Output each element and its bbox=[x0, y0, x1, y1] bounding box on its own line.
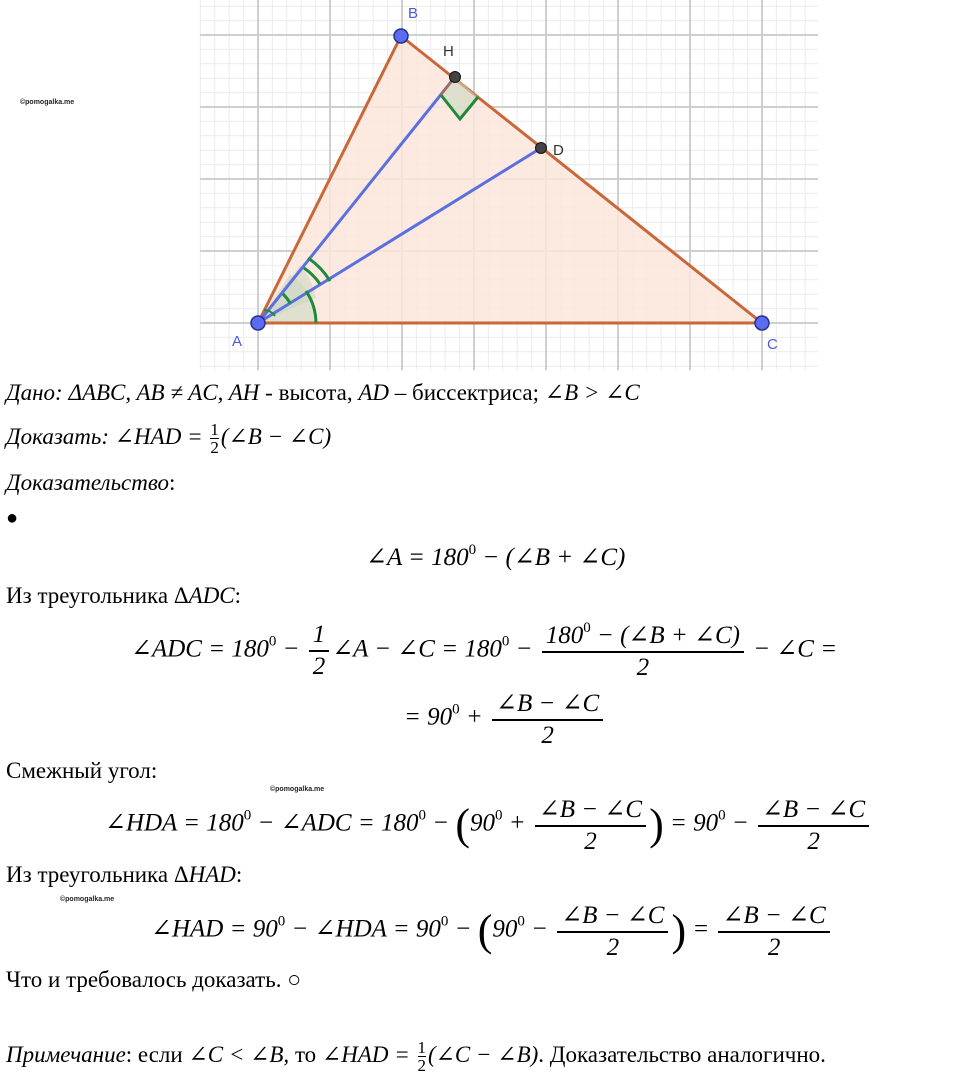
fraction-numerator: ∠B − ∠C bbox=[492, 688, 603, 721]
fraction-denominator: 2 bbox=[636, 654, 650, 681]
prove-fraction bbox=[210, 421, 219, 456]
fraction-denominator: 2 bbox=[210, 438, 219, 457]
qed-text: Что и требовалось доказать. ○ bbox=[6, 967, 302, 992]
given-text-2: – биссектриса; bbox=[389, 380, 545, 405]
point-a bbox=[251, 316, 265, 330]
label-c: C bbox=[767, 336, 778, 353]
watermark: ©pomogalka.me bbox=[20, 99, 75, 106]
given-expr: : ΔABC, AB ≠ AC, AH bbox=[55, 380, 260, 405]
eq2-sup1: 0 bbox=[268, 633, 277, 650]
equation-adc-result bbox=[404, 688, 606, 750]
left-paren: ( bbox=[455, 800, 470, 849]
colon: : bbox=[234, 583, 242, 608]
prove-line bbox=[6, 421, 331, 456]
fraction-numerator: ∠B − ∠C bbox=[758, 794, 869, 827]
note-lhs: ∠HAD = bbox=[321, 1041, 410, 1067]
eq4-fraction-1 bbox=[535, 794, 646, 856]
eq4-c: − bbox=[425, 809, 450, 837]
fraction-numerator: ∠B − ∠C bbox=[535, 794, 646, 827]
label-a: A bbox=[232, 333, 243, 350]
fraction-numerator: 1 bbox=[210, 420, 219, 439]
eq5-fraction-2 bbox=[718, 900, 829, 962]
eq2-num-sup: 0 bbox=[583, 620, 591, 636]
eq2-num-b: − (∠B + ∠C) bbox=[590, 622, 740, 649]
eq3-b: + bbox=[459, 703, 483, 731]
prove-lhs: : ∠HAD = bbox=[101, 423, 203, 449]
eq4-e: + bbox=[502, 809, 526, 837]
eq2-big-fraction bbox=[542, 620, 744, 682]
eq5-sup2: 0 bbox=[440, 913, 449, 930]
fraction-numerator bbox=[542, 620, 744, 653]
proof-heading bbox=[6, 470, 175, 496]
eq5-b: − ∠HDA = 90 bbox=[285, 915, 441, 943]
from-triangle-adc bbox=[6, 583, 241, 609]
fraction-numerator: 1 bbox=[417, 1038, 426, 1057]
note-text-2: то bbox=[289, 1041, 322, 1067]
eq3-a: = 90 bbox=[404, 703, 453, 731]
prove-rhs: (∠B − ∠C) bbox=[220, 423, 332, 449]
right-paren: ) bbox=[671, 906, 687, 955]
equation-angle-hda bbox=[105, 794, 872, 856]
fraction-denominator: 2 bbox=[541, 722, 554, 749]
fraction-denominator: 2 bbox=[417, 1056, 426, 1075]
triangle-figure bbox=[0, 0, 960, 375]
eq5-sup3: 0 bbox=[517, 913, 525, 930]
given-line bbox=[6, 380, 640, 406]
eq1-part: ∠A = 180 bbox=[366, 544, 469, 571]
eq2-b: − bbox=[276, 635, 300, 663]
adjacent-angle-text: Смежный угол: bbox=[6, 758, 158, 783]
note-rhs: (∠C − ∠B) bbox=[428, 1041, 539, 1067]
eq5-c: − bbox=[448, 915, 472, 943]
label-d: D bbox=[553, 142, 564, 159]
eq5-e: − bbox=[524, 915, 548, 943]
eq5-sup1: 0 bbox=[277, 913, 286, 930]
fraction-numerator: ∠B − ∠C bbox=[557, 900, 668, 933]
eq2-half bbox=[309, 621, 330, 681]
eq1-sup: 0 bbox=[468, 542, 477, 558]
fraction-denominator: 2 bbox=[312, 653, 326, 680]
left-paren: ( bbox=[477, 906, 493, 955]
eq5-d: 90 bbox=[492, 915, 518, 943]
fraction-denominator: 2 bbox=[807, 828, 820, 855]
eq2-sup2: 0 bbox=[501, 633, 510, 650]
equation-angle-had bbox=[151, 900, 833, 962]
eq4-b: − ∠ADC = 180 bbox=[251, 809, 419, 837]
point-b bbox=[394, 29, 408, 43]
note-condition: ∠C < ∠B, bbox=[188, 1041, 290, 1067]
given-label: Дано bbox=[6, 380, 56, 405]
from-triangle-had bbox=[6, 862, 242, 888]
given-ad: AD bbox=[358, 380, 390, 405]
eq2-d: − bbox=[509, 635, 533, 663]
note-line bbox=[6, 1039, 826, 1074]
eq5-a: ∠HAD = 90 bbox=[151, 915, 278, 943]
fraction-numerator: ∠B − ∠C bbox=[718, 900, 829, 933]
colon: : bbox=[235, 862, 243, 887]
eq4-g: − bbox=[725, 809, 749, 837]
label-h: H bbox=[443, 43, 454, 60]
fraction-denominator: 2 bbox=[767, 934, 781, 961]
watermark: ©pomogalka.me bbox=[270, 786, 325, 793]
note-label: Примечание bbox=[6, 1041, 126, 1067]
proof-label: Доказательство bbox=[6, 470, 170, 495]
eq5-f: = bbox=[686, 915, 710, 943]
note-text-3: . Доказательство аналогично. bbox=[538, 1041, 826, 1067]
right-paren: ) bbox=[649, 800, 664, 849]
eq4-sup1: 0 bbox=[243, 807, 252, 824]
eq4-f: = 90 bbox=[663, 809, 719, 837]
fraction-numerator: 1 bbox=[309, 621, 330, 652]
point-d bbox=[536, 143, 547, 154]
watermark: ©pomogalka.me bbox=[60, 896, 115, 903]
eq2-num-a: 180 bbox=[545, 622, 584, 649]
eq4-d: 90 bbox=[469, 809, 495, 837]
fraction-denominator: 2 bbox=[584, 828, 597, 855]
eq4-sup3: 0 bbox=[494, 807, 503, 824]
eq4-sup2: 0 bbox=[418, 807, 426, 824]
equation-angle-adc bbox=[131, 620, 837, 682]
note-text-1: : если bbox=[125, 1041, 189, 1067]
eq2-e: − ∠C = bbox=[746, 635, 838, 663]
given-text-1: - высота, bbox=[259, 380, 359, 405]
note-fraction bbox=[418, 1039, 427, 1074]
equation-angle-a bbox=[366, 542, 625, 572]
eq4-fraction-2 bbox=[758, 794, 869, 856]
eq3-sup: 0 bbox=[452, 701, 460, 718]
adc-label: ADC bbox=[188, 583, 235, 608]
eq2-c: ∠A − ∠C = 180 bbox=[332, 635, 502, 663]
eq4-a: ∠HDA = 180 bbox=[105, 809, 244, 837]
eq2-a: ∠ADC = 180 bbox=[131, 635, 269, 663]
had-label: HAD bbox=[188, 862, 236, 887]
eq1-rest: − (∠B + ∠C) bbox=[476, 544, 626, 571]
bullet: ● bbox=[6, 507, 19, 529]
proof-colon: : bbox=[169, 470, 176, 495]
prove-label: Доказать bbox=[6, 423, 102, 449]
given-condition: ∠B > ∠C bbox=[544, 380, 640, 405]
label-b: B bbox=[408, 5, 419, 22]
eq5-fraction-1 bbox=[557, 900, 668, 962]
fraction-denominator: 2 bbox=[606, 934, 620, 961]
eq3-fraction bbox=[492, 688, 603, 750]
point-h bbox=[450, 72, 461, 83]
from-adc-text: Из треугольника Δ bbox=[6, 583, 189, 608]
eq4-sup4: 0 bbox=[718, 807, 726, 824]
from-had-text: Из треугольника Δ bbox=[6, 862, 189, 887]
point-c bbox=[755, 316, 769, 330]
